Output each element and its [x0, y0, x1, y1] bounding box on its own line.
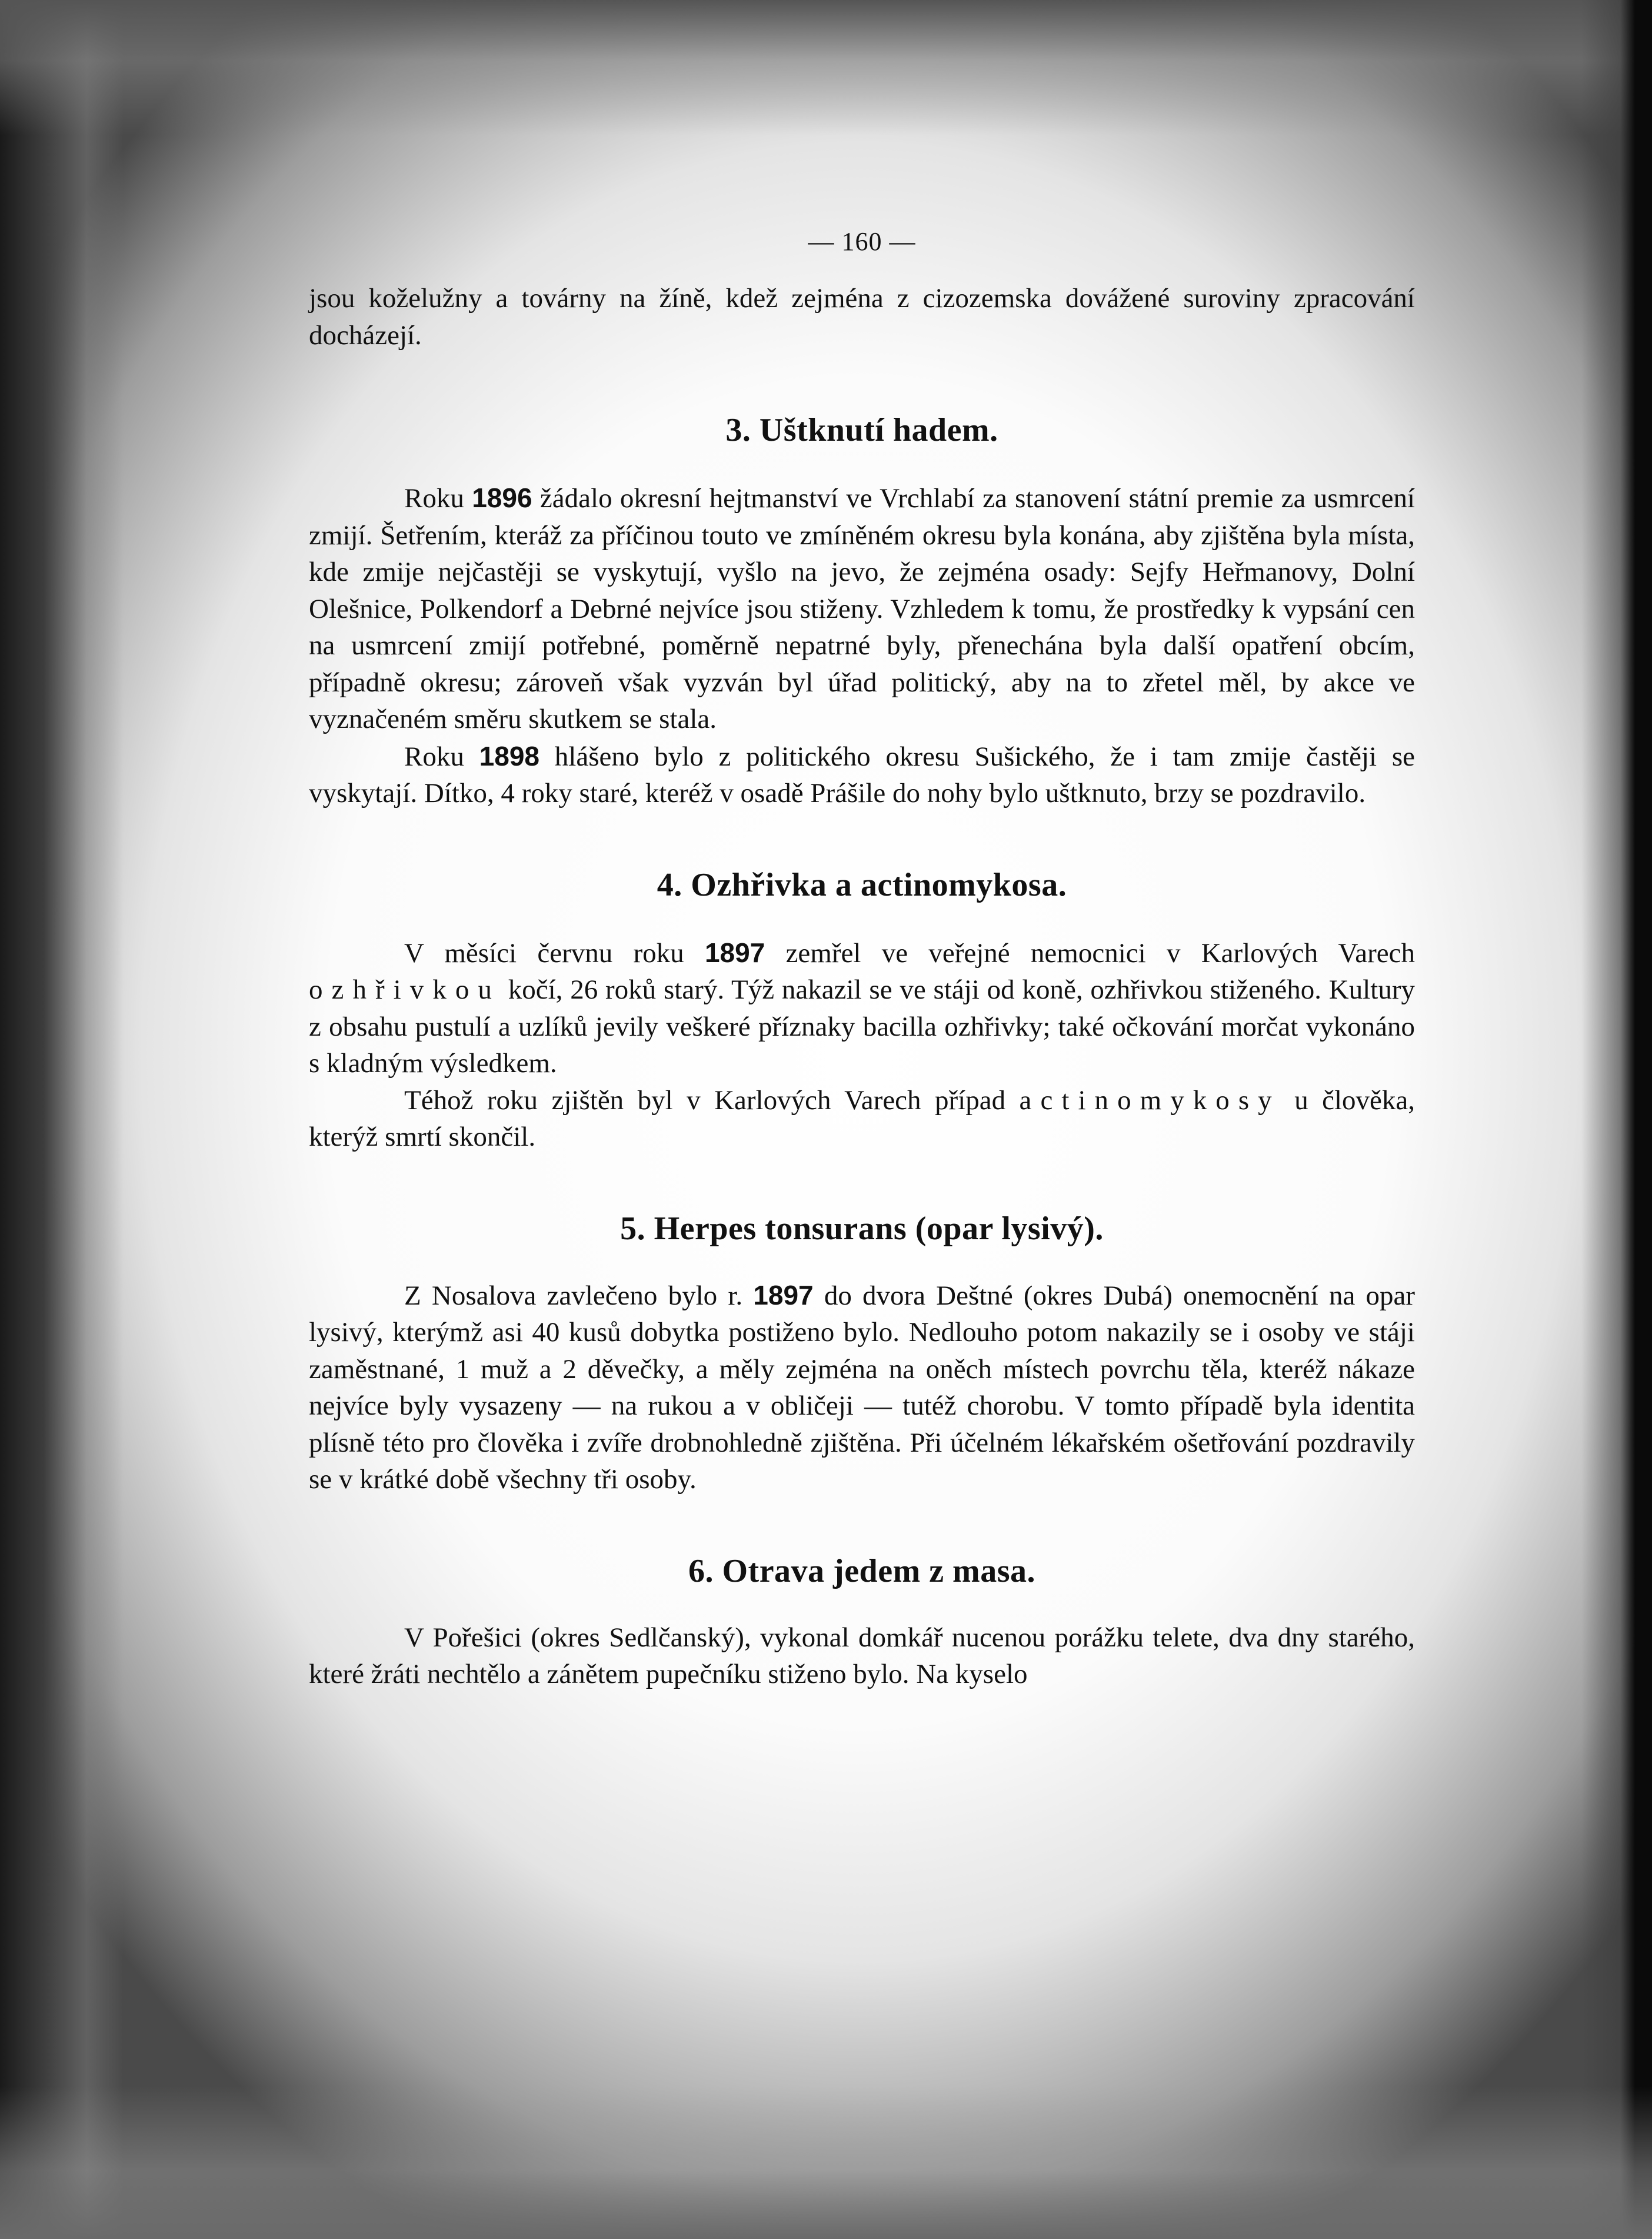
scan-shadow-right [1581, 0, 1652, 2239]
paragraph-lead: Roku [404, 483, 464, 514]
paragraph-text: do dvora Deštné (okres Dubá) onemocnění na opar lysivý, kterýmž asi 40 kusů dobytka postiženo bylo. Nedlouho potom nakazily se i osoby ve stáji zaměstnané, 1 muž a 2 děvečky, a měly zejména na oněch místech povrchu těla, kteréž nákaze nejvíce byly vysazeny — na rukou a v obličeji — tutéž chorobu. V tomto případě byla identita plísně této pro člověka i zvíře drobnohledně zjištěna. Při účelném lékařském ošetřování pozdravily se v krátké době všechny tři osoby. [309, 1280, 1415, 1495]
paragraph-lead: Z Nosalova zavlečeno bylo r. [404, 1280, 743, 1311]
intro-paragraph: jsou koželužny a továrny na žíně, kdež zejména z cizozemska dovážené suroviny zpracování docházejí. [309, 283, 1415, 351]
spaced-term: ozhřivkou [309, 974, 501, 1005]
paragraph-text: žádalo okresní hejtmanství ve Vrchlabí za stanovení státní premie za usmrcení zmijí. Šetřením, kteráž za příčinou touto ve zmíněném okresu byla konána, aby zjištěna byla místa, kde zmije nejčastěji se vyskytují, vyšlo na jevo, že zejména osady: Sejfy Heřmanovy, Dolní Olešnice, Polkendorf a Debrné nejvíce jsou stiženy. Vzhledem k tomu, že prostředky k vypsání cen na usmrcení zmijí potřebné, poměrně nepatrné byly, přenechána byla další opatření obcím, případně okresu; zároveň však vyzván byl úřad politický, aby na to zřetel měl, by akce ve vyznačeném směru skutkem se stala. [309, 483, 1415, 734]
paragraph-text: hlášeno bylo z politického okresu Sušického, že i tam zmije častěji se vyskytají. Dítko, 4 roky staré, kteréž v osadě Prášile do nohy bylo uštknuto, brzy se pozdravilo. [309, 741, 1415, 809]
year-number: 1896 [472, 483, 532, 513]
page-number: — 160 — [808, 227, 916, 256]
paragraph-text: Téhož roku zjištěn byl v Karlových Varech případ [404, 1084, 1006, 1116]
section-heading-6: 6. Otrava jedem z masa. [688, 1552, 1035, 1589]
section-heading-4: 4. Ozhřivka a actinomykosa. [657, 866, 1067, 903]
spaced-term: actinomykosy [1019, 1084, 1281, 1116]
year-number: 1898 [479, 740, 539, 771]
page-content [309, 227, 1415, 1693]
section-5-paragraph-1 [309, 1277, 1415, 1498]
year-number: 1897 [704, 937, 765, 968]
section-3-paragraph-1 [309, 480, 1415, 738]
section-4-paragraph-2 [309, 1082, 1415, 1156]
scan-shadow-bottom [0, 2086, 1652, 2239]
section-heading-5: 5. Herpes tonsurans (opar lysivý). [620, 1210, 1104, 1247]
section-4-paragraph-1 [309, 934, 1415, 1082]
section-6-paragraph-1: V Pořešici (okres Sedlčanský), vykonal domkář nucenou porážku telete, dva dny starého, které žráti nechtělo a zánětem pupečníku stiženo bylo. Na kyselo [309, 1622, 1415, 1689]
scan-shadow-top [0, 0, 1652, 135]
paragraph-lead: V měsíci červnu roku [404, 937, 684, 969]
paragraph-text: zemřel ve veřejné nemocnici v Karlových Varech [785, 937, 1415, 969]
section-3-paragraph-2 [309, 738, 1415, 812]
paragraph-text: u člověka, kterýž smrtí skončil. [309, 1084, 1415, 1152]
paragraph-lead: Roku [404, 741, 464, 772]
scan-shadow-left [0, 0, 124, 2239]
section-heading-3: 3. Uštknutí hadem. [725, 412, 998, 448]
paragraph-text: kočí, 26 roků starý. Týž nakazil se ve stáji od koně, ozhřivkou stiženého. Kultury z obsahu pustulí a uzlíků jevily veškeré příznaky bacilla ozhřivky; také očkování morčat vykonáno s kladným výsledkem. [309, 974, 1415, 1079]
year-number: 1897 [753, 1279, 814, 1310]
